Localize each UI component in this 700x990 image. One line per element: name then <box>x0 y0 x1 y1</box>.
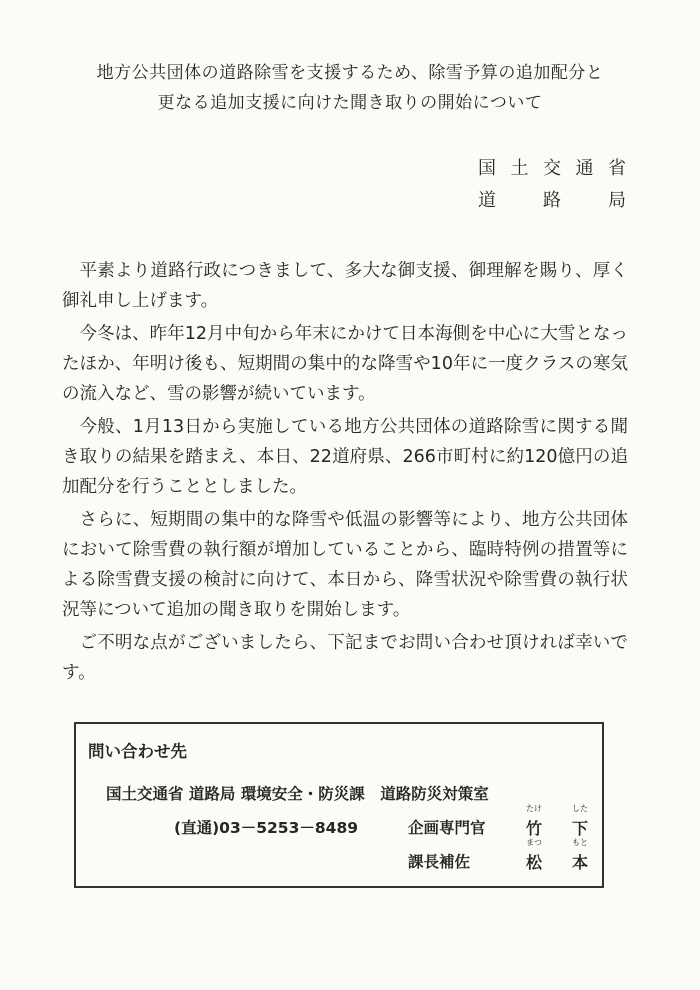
issuer-block <box>478 153 626 217</box>
name-ruby: した <box>571 804 588 813</box>
issuer-bureau-char: 路 <box>543 190 561 211</box>
title-line-2: 更なる追加支援に向けた聞き取りの開始について <box>157 93 543 113</box>
name-ruby: たけ <box>526 804 542 813</box>
contact-person-title: 課長補佐 <box>408 853 471 871</box>
issuer-bureau-char: 道 <box>478 190 496 211</box>
name-kanji: 松 まつ <box>526 838 543 872</box>
issuer-ministry-char: 通 <box>575 158 594 179</box>
title-line-1: 地方公共団体の道路除雪を支援するため、除雪予算の追加配分と <box>96 63 604 83</box>
issuer-bureau <box>478 185 626 217</box>
contact-phone: (直通)03－5253－8489 <box>174 819 359 837</box>
issuer-ministry <box>478 153 626 185</box>
contact-department: 国土交通省 道路局 環境安全・防災課 道路防災対策室 <box>106 785 489 803</box>
contact-person-name <box>526 804 588 839</box>
issuer-ministry-char: 交 <box>543 158 561 179</box>
name-kanji: 本 もと <box>571 838 588 872</box>
contact-heading: 問い合わせ先 <box>88 742 187 761</box>
name-kanji: 下 した <box>571 804 588 838</box>
contact-box <box>74 722 604 888</box>
body-paragraph: 今般、1月13日から実施している地方公共団体の道路除雪に関する聞き取りの結果を踏まえ、本日、22道府県、266市町村に約120億円の追加配分を行うこととしました。 <box>62 417 628 497</box>
name-ruby: まつ <box>526 838 542 847</box>
name-ruby: もと <box>571 838 588 847</box>
contact-person-title: 企画専門官 <box>408 819 486 837</box>
name-kanji: 竹 たけ <box>526 804 543 838</box>
body-paragraph: さらに、短期間の集中的な降雪や低温の影響等により、地方公共団体において除雪費の執行額が増加していることから、臨時特例の措置等による除雪費支援の検討に向けて、本日から、降雪状況や除雪費の執行状況等について追加の聞き取りを開始します。 <box>62 510 628 620</box>
issuer-bureau-char: 局 <box>608 190 626 211</box>
body-paragraph: 今冬は、昨年12月中旬から年末にかけて日本海側を中心に大雪となったほか、年明け後も、短期間の集中的な降雪や10年に一度クラスの寒気の流入など、雪の影響が続いています。 <box>62 324 628 404</box>
body-paragraph: ご不明な点がございましたら、下記までお問い合わせ頂ければ幸いです。 <box>62 633 628 683</box>
contact-person-name <box>526 838 588 873</box>
body-paragraph: 平素より道路行政につきまして、多大な御支援、御理解を賜り、厚く御礼申し上げます。 <box>62 261 628 311</box>
issuer-ministry-char: 省 <box>608 158 626 179</box>
document-title <box>0 58 700 118</box>
issuer-ministry-char: 土 <box>510 158 529 179</box>
body-text <box>62 256 628 691</box>
issuer-ministry-char: 国 <box>478 158 496 179</box>
